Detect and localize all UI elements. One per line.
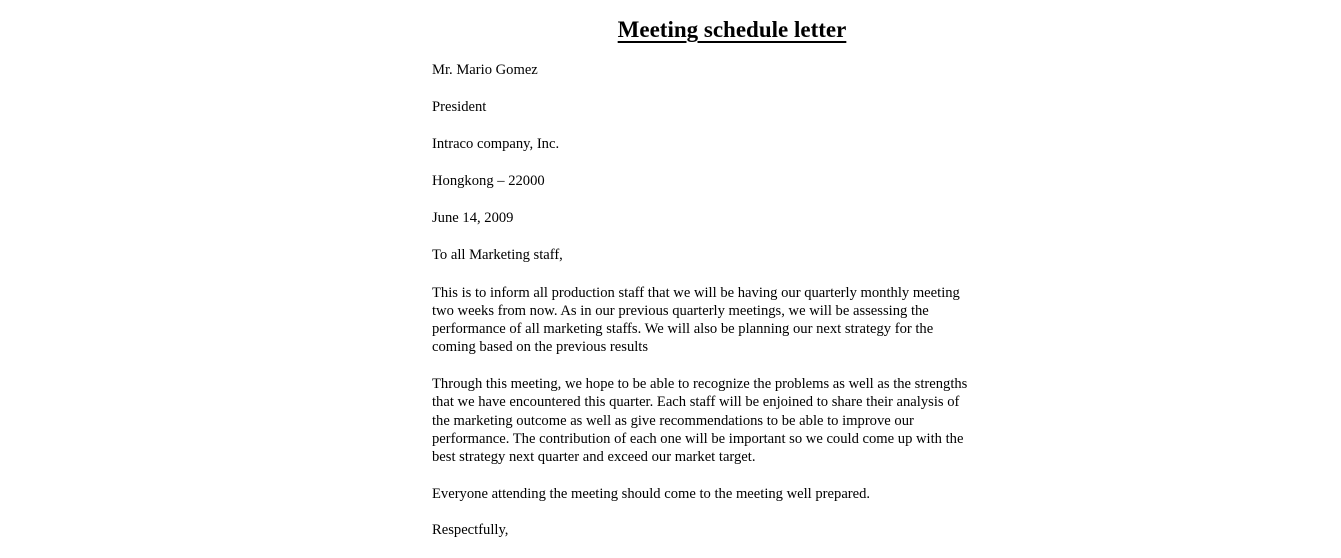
recipient-position: President [432,99,487,116]
paragraph-line: Through this meeting, we hope to be able to recognize the problems as well as the strengths [432,375,968,392]
letter-body [432,61,1032,558]
paragraph-line: coming based on the previous results [432,339,649,356]
recipient-name: Mr. Mario Gomez [432,62,538,78]
letter-date: June 14, 2009 [432,210,514,227]
paragraph-line: the marketing outcome as well as give recommendations to be able to improve our [432,412,914,429]
paragraph-preparation [432,485,1032,503]
salutation: To all Marketing staff, [432,247,563,264]
recipient-address: Hongkong – 22000 [432,173,545,190]
paragraph-line: Everyone attending the meeting should come to the meeting well prepared. [432,485,871,502]
paragraph-line: performance of all marketing staffs. We will also be planning our next strategy for the [432,321,934,338]
paragraph-line: performance. The contribution of each one will be important so we could come up with the [432,430,964,447]
closing: Respectfully, [432,522,509,539]
paragraph-line: two weeks from now. As in our previous quarterly meetings, we will be assessing the [432,302,929,319]
paragraph-line: that we have encountered this quarter. Each staff will be enjoined to share their analysis of [432,394,960,411]
paragraph-intro [432,284,1032,357]
paragraph-purpose [432,375,1032,466]
paragraph-line: best strategy next quarter and exceed our market target. [432,449,756,466]
recipient-company: Intraco company, Inc. [432,136,560,153]
document-title: Meeting schedule letter [617,17,847,42]
paragraph-line: This is to inform all production staff that we will be having our quarterly monthly meeting [432,284,960,301]
